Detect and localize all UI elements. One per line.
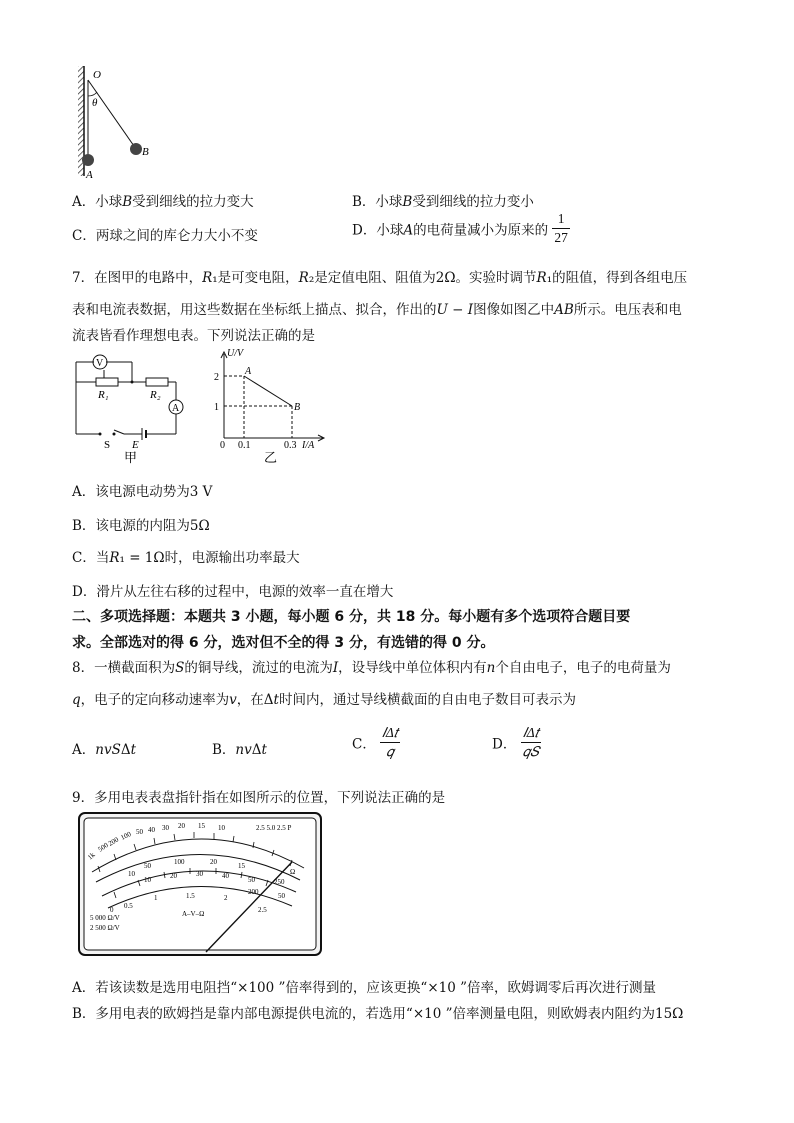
q6-option-d-fraction bbox=[552, 210, 570, 247]
q9-option-a[interactable]: A．若该读数是选用电阻挡“×100 ”倍率得到的，应该更换“×10 ”倍率，欧姆调零后再次进行测量 bbox=[72, 980, 657, 996]
q8-option-d-fraction bbox=[521, 724, 542, 761]
ohm-mid-50: 50 bbox=[144, 862, 151, 870]
q6-option-a[interactable]: A．小球𝐵受到细线的拉力变大 bbox=[72, 194, 254, 210]
label-A: A bbox=[86, 169, 93, 180]
q7-option-d[interactable]: D．滑片从左往右移的过程中，电源的效率一直在增大 bbox=[72, 584, 394, 600]
point-A-label: A bbox=[245, 366, 252, 377]
right-top-scale: 2.5 5.0 2.5 P bbox=[256, 824, 292, 832]
caption-yi: 乙 bbox=[264, 450, 278, 465]
ohm-scale-100: 100 bbox=[119, 830, 133, 842]
fraction-numerator: 1 bbox=[552, 210, 570, 229]
ohm-mid-100: 100 bbox=[174, 858, 185, 866]
ohm-mid-10: 10 bbox=[128, 870, 135, 878]
q6-option-d-text: D．小球𝐴的电荷量减小为原来的 bbox=[352, 222, 549, 239]
q8-option-c[interactable] bbox=[352, 724, 400, 761]
q6-option-b[interactable]: B．小球𝐵受到细线的拉力变小 bbox=[352, 194, 534, 210]
label-E: E bbox=[132, 439, 139, 451]
label-theta: θ bbox=[92, 97, 98, 109]
dc-mid-20: 20 bbox=[170, 872, 177, 880]
tick-x01: 0.1 bbox=[238, 440, 251, 451]
q8-option-c-label: C． bbox=[352, 736, 376, 753]
q9-option-b[interactable]: B．多用电表的欧姆挡是靠内部电源提供电流的，若选用“×10 ”倍率测量电阻，则欧姆表内阻约为15Ω bbox=[72, 1006, 684, 1022]
ohm-scale-1k: 1k bbox=[86, 850, 97, 862]
center-label: A–V–Ω bbox=[182, 910, 205, 918]
dc-mid-30: 30 bbox=[196, 870, 203, 878]
dc-low-15: 1.5 bbox=[186, 892, 195, 900]
circuit-diagram-jia bbox=[70, 344, 190, 466]
q7-option-c[interactable]: C．当𝑅₁ = 1Ω时，电源输出功率最大 bbox=[72, 550, 300, 566]
right-200: 200 bbox=[248, 888, 259, 896]
q8-option-b[interactable]: B．𝑛𝑣Δ𝑡 bbox=[212, 742, 267, 758]
meter-A-label: A bbox=[172, 403, 180, 414]
fraction-denominator: 𝑞𝑆 bbox=[522, 744, 540, 759]
meter-V-label: V bbox=[96, 358, 104, 369]
q9-stem: 9．多用电表表盘指针指在如图所示的位置，下列说法正确的是 bbox=[72, 790, 446, 806]
q8-option-d[interactable] bbox=[492, 724, 541, 761]
label-R2: R₂ bbox=[150, 389, 161, 401]
ohm-scale-10: 10 bbox=[218, 824, 225, 832]
q6-option-c[interactable]: C．两球之间的库仑力大小不变 bbox=[72, 228, 258, 244]
ohm-scale-40: 40 bbox=[148, 826, 155, 834]
ohm-mid-15: 15 bbox=[238, 862, 245, 870]
fraction-numerator: 𝐼Δ𝑡 bbox=[521, 724, 542, 743]
q6-option-d[interactable] bbox=[352, 210, 570, 247]
q8-stem-line1: 8．一横截面积为𝑆的铜导线，流过的电流为𝐼，设导线中单位体积内有𝑛个自由电子，电子的电荷量为 bbox=[72, 660, 671, 676]
right-50: 50 bbox=[278, 892, 285, 900]
ohm-mid-20: 20 bbox=[210, 858, 217, 866]
ohm-scale-200: 200 bbox=[107, 835, 121, 848]
ohm-scale-50: 50 bbox=[136, 828, 143, 836]
axis-xlabel: I/A bbox=[302, 440, 315, 451]
tick-x03: 0.3 bbox=[284, 440, 297, 451]
tick-y2: 2 bbox=[214, 372, 219, 383]
q8-stem-line2: 𝑞，电子的定向移动速率为𝑣，在Δ𝑡时间内，通过导线横截面的自由电子数目可表示为 bbox=[72, 692, 576, 708]
ohm-scale-500: 500 bbox=[96, 841, 110, 854]
label-R1: R₁ bbox=[98, 389, 109, 401]
q8-option-d-label: D． bbox=[492, 736, 517, 753]
label-B: B bbox=[142, 146, 149, 158]
fraction-denominator: 𝑞 bbox=[386, 744, 394, 759]
ui-graph-yi bbox=[208, 344, 338, 466]
q7-option-b[interactable]: B．该电源的内阻为5Ω bbox=[72, 518, 210, 534]
label-S: S bbox=[104, 439, 111, 451]
multimeter-dial bbox=[78, 812, 322, 956]
ohm-symbol: Ω bbox=[290, 868, 296, 876]
caption-jia: 甲 bbox=[124, 450, 138, 465]
ohm-scale-20: 20 bbox=[178, 822, 185, 830]
tick-y1: 1 bbox=[214, 402, 219, 413]
q7-option-a[interactable]: A．该电源电动势为3 V bbox=[72, 484, 213, 500]
dc-low-1: 1 bbox=[154, 894, 158, 902]
ohm-scale-30: 30 bbox=[162, 824, 169, 832]
spec-2500: 2 500 Ω/V bbox=[90, 924, 120, 932]
fraction-numerator: 𝐼Δ𝑡 bbox=[380, 724, 400, 743]
fraction-denominator: 27 bbox=[554, 230, 568, 245]
dc-mid-10: 10 bbox=[144, 876, 151, 884]
dc-low-0: 0 bbox=[110, 906, 114, 914]
dc-mid-50: 50 bbox=[248, 876, 255, 884]
dc-low-05: 0.5 bbox=[124, 902, 133, 910]
section2-heading-line2: 求。全部选对的得 6 分，选对但不全的得 3 分，有选错的得 0 分。 bbox=[72, 635, 495, 651]
spec-5000: 5 000 Ω/V bbox=[90, 914, 120, 922]
q7-stem-line1: 7．在图甲的电路中，𝑅₁是可变电阻，𝑅₂是定值电阻、阻值为2Ω。实验时调节𝑅₁的阻值，得到各组电压 bbox=[72, 270, 688, 286]
dc-low-2: 2 bbox=[224, 894, 228, 902]
q7-stem-line2: 表和电流表数据，用这些数据在坐标纸上描点、拟合，作出的𝑈 − 𝐼图像如图乙中𝐴𝐵所示。电压表和电 bbox=[72, 302, 682, 318]
dc-mid-40: 40 bbox=[222, 872, 229, 880]
label-O: O bbox=[93, 69, 101, 81]
right-250: 250 bbox=[274, 878, 285, 886]
pendulum-figure bbox=[70, 62, 170, 180]
axis-ylabel: U/V bbox=[227, 348, 244, 359]
tick-x0: 0 bbox=[220, 440, 225, 451]
q8-option-a[interactable]: A．𝑛𝑣𝑆Δ𝑡 bbox=[72, 742, 136, 758]
point-B-label: B bbox=[294, 402, 301, 413]
ohm-scale-15: 15 bbox=[198, 822, 205, 830]
section2-heading-line1: 二、多项选择题：本题共 3 小题，每小题 6 分，共 18 分。每小题有多个选项符合题目要 bbox=[72, 609, 631, 625]
q8-option-c-fraction bbox=[380, 724, 400, 761]
q7-stem-line3: 流表皆看作理想电表。下列说法正确的是 bbox=[72, 328, 315, 344]
dc-low-25: 2.5 bbox=[258, 906, 267, 914]
